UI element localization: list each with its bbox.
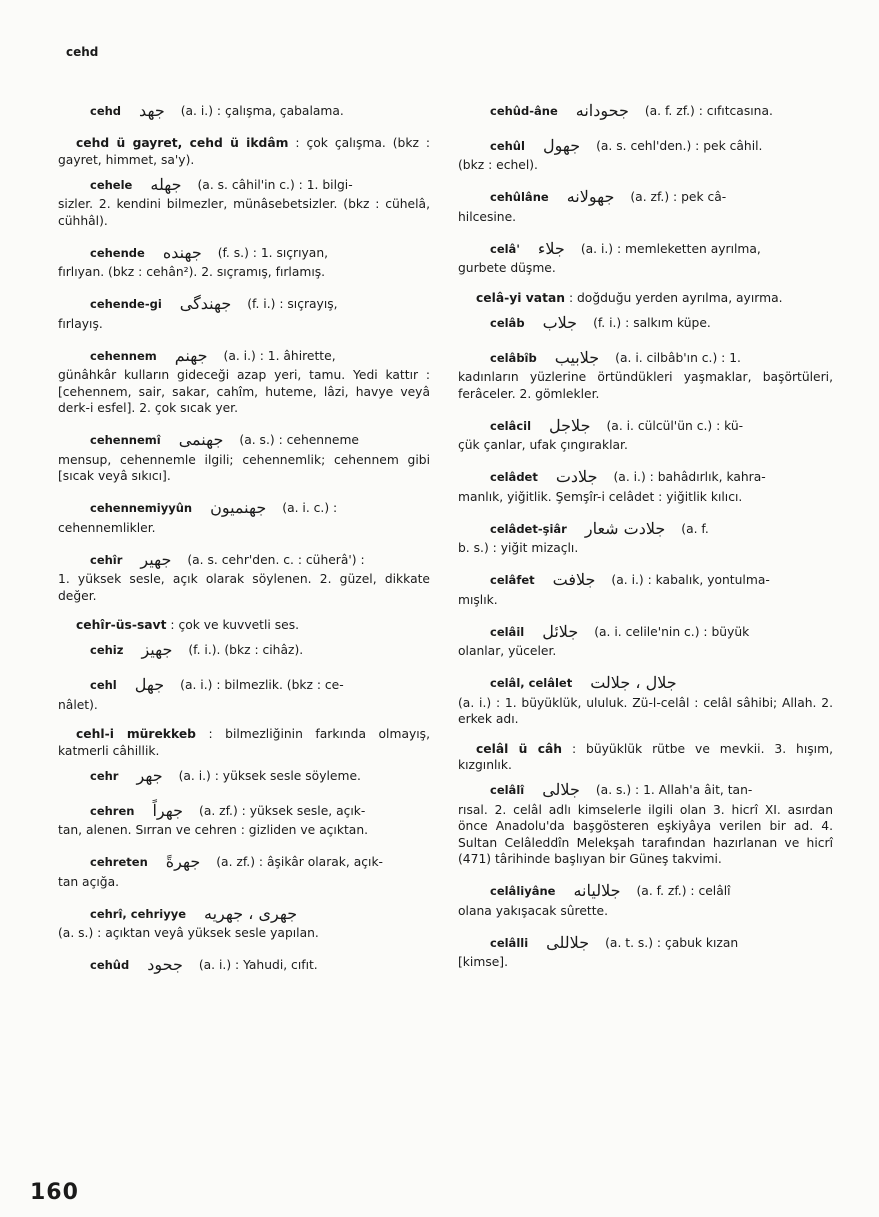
dictionary-entry xyxy=(58,100,430,122)
sub-entry xyxy=(458,741,833,774)
entry-head-line xyxy=(58,100,430,122)
arabic-script: جهد xyxy=(139,100,165,120)
headword: celâil xyxy=(490,624,525,639)
arabic-script: جهر xyxy=(136,765,163,785)
definition-start: (a. i.) : 1. âhirette, xyxy=(223,348,336,363)
definition-start: (a. i.) : bilmezlik. (bkz : ce- xyxy=(180,678,344,693)
headword: celâdet xyxy=(490,470,538,485)
dictionary-entry xyxy=(58,174,430,229)
arabic-script: جهرةً xyxy=(165,852,201,872)
definition-continuation: b. s.) : yiğit mizaçlı. xyxy=(458,541,579,555)
dictionary-entry xyxy=(58,800,430,839)
arabic-script: جلاليانه xyxy=(573,881,621,901)
definition-start: (a. i. cilbâb'ın c.) : 1. xyxy=(615,350,741,365)
left-column xyxy=(58,100,430,990)
definition-start: (a. t. s.) : çabuk kızan xyxy=(605,935,739,950)
definition-continuation: tan, alenen. Sırran ve cehren : gizliden ve açıktan. xyxy=(58,823,369,837)
entry-head-line xyxy=(458,932,833,954)
definition-continuation: fırlayış. xyxy=(58,316,103,331)
arabic-script: جهول xyxy=(542,135,581,155)
definition-start: (a. s.) : cehenneme xyxy=(239,433,359,448)
dictionary-entry xyxy=(58,955,430,977)
dictionary-entry xyxy=(58,242,430,281)
headword: cehende-gi xyxy=(90,297,162,312)
arabic-script: جهله xyxy=(150,174,182,194)
definition-start: (a. i.) : bahâdırlık, kahra- xyxy=(613,470,766,485)
sub-headword: cehd ü gayret, cehd ü ikdâm xyxy=(76,136,289,150)
headword: celâliyâne xyxy=(490,884,556,899)
arabic-script: جلاللی xyxy=(546,932,590,952)
headword: cehren xyxy=(90,803,135,818)
dictionary-entry xyxy=(58,675,430,714)
sub-headword: cehîr-üs-savt xyxy=(76,618,167,632)
sub-definition: : bilmezliğinin farkında olmayış, katmerli câhillik. xyxy=(58,727,430,758)
definition-start: (f. i.). (bkz : cihâz). xyxy=(188,643,304,658)
entry-head-line xyxy=(58,345,430,367)
sub-headword: celâl ü câh xyxy=(476,741,563,756)
headword: celâlli xyxy=(490,935,529,950)
dictionary-entry xyxy=(458,780,833,868)
definition-continuation: hilcesine. xyxy=(458,209,517,224)
headword: celâlî xyxy=(490,783,525,798)
definition-start: (a. s.) : 1. Allah'a âit, tan- xyxy=(595,783,753,798)
arabic-script: جلاب xyxy=(542,312,578,332)
entry-head-line xyxy=(58,800,430,822)
dictionary-entry xyxy=(458,621,833,660)
definition-continuation: tan açığa. xyxy=(58,874,120,889)
entry-head-line xyxy=(58,498,430,520)
definition-start: (a. i.) : çalışma, çabalama. xyxy=(180,103,344,118)
headword: cehele xyxy=(90,177,133,192)
definition-continuation: cehennemlikler. xyxy=(58,520,156,535)
sub-entry xyxy=(58,726,430,759)
definition-continuation: rısal. 2. celâl adlı kimselerle ilgili olan 3. hicrî XI. asırdan önce Anadolu'da başgösteren eşkiyâya verilen bir ad. 4. Sultan Celâleddîn Melekşah tarafından hazırlanan ve hicrî (471) târihinde başlıyan bir Güneş takvimi. xyxy=(458,802,833,866)
definition-start: (a. i.) : yüksek sesle söyleme. xyxy=(178,768,361,783)
arabic-script: جلاء xyxy=(537,238,565,258)
dictionary-entry xyxy=(458,518,833,557)
definition-continuation: sizler. 2. kendini bilmezler, münâsebetsizler. (bkz : cühelâ, cühhâl). xyxy=(58,197,430,228)
definition-continuation: olanlar, yüceler. xyxy=(458,644,557,658)
headword: celâfet xyxy=(490,573,535,588)
arabic-script: جلافت xyxy=(552,570,596,590)
headword: celâl, celâlet xyxy=(490,676,573,691)
dictionary-entry xyxy=(458,347,833,402)
dictionary-entry xyxy=(458,673,833,728)
dictionary-entry xyxy=(58,640,430,662)
sub-headword: cehl-i mürekkeb xyxy=(76,727,196,741)
entry-head-line xyxy=(458,312,833,334)
page-number: 160 xyxy=(30,1180,79,1205)
headword: cehennemiyyûn xyxy=(90,501,193,516)
entry-head-line xyxy=(58,430,430,452)
definition-start: (a. f. xyxy=(681,521,709,536)
dictionary-entry xyxy=(458,135,833,174)
entry-head-line xyxy=(58,852,430,874)
dictionary-entry xyxy=(458,415,833,454)
definition-continuation: çük çanlar, ufak çıngıraklar. xyxy=(458,438,628,452)
definition-continuation: mensup, cehennemle ilgili; cehennemlik; cehennem gibi [sıcak veyâ sıkıcı]. xyxy=(58,452,430,483)
dictionary-entry xyxy=(458,932,833,971)
definition-continuation: mışlık. xyxy=(458,592,498,607)
dictionary-entry xyxy=(58,430,430,485)
arabic-script: جهری ، جهریه xyxy=(204,903,298,923)
dictionary-entry xyxy=(458,312,833,334)
headword: celâbîb xyxy=(490,350,537,365)
definition-start: (a. f. zf.) : cıfıtcasına. xyxy=(644,103,773,118)
definition-continuation: (a. i.) : 1. büyüklük, ululuk. Zü-l-celâl : celâl sâhibi; Allah. 2. erkek adı. xyxy=(458,695,833,726)
dictionary-entry xyxy=(58,294,430,333)
sub-entry xyxy=(58,617,430,634)
headword: cehûl xyxy=(490,138,525,153)
entry-head-line xyxy=(458,347,833,369)
dictionary-entry xyxy=(58,345,430,417)
definition-start: (a. zf.) : pek câ- xyxy=(630,190,727,205)
arabic-script: جلائل xyxy=(542,621,579,641)
entry-head-line xyxy=(458,881,833,903)
sub-definition: : çok ve kuvvetli ses. xyxy=(170,618,300,632)
entry-head-line xyxy=(458,100,833,122)
sub-entry-text xyxy=(458,741,833,774)
headword: celâcil xyxy=(490,418,532,433)
arabic-script: جهنميون xyxy=(210,498,267,518)
sub-entry xyxy=(58,135,430,168)
arabic-script: جحود xyxy=(147,955,183,975)
headword: cehûlâne xyxy=(490,190,549,205)
arabic-script: جهنده xyxy=(162,242,202,262)
headword: cehîr xyxy=(90,552,123,567)
definition-start: (a. i. c.) : xyxy=(282,501,338,516)
headword: cehûd-âne xyxy=(490,103,558,118)
arabic-script: جهيز xyxy=(141,640,173,660)
definition-continuation: 1. yüksek sesle, açık olarak söylenen. 2. güzel, dikkate değer. xyxy=(58,572,430,603)
entry-head-line xyxy=(458,135,833,157)
sub-entry-text xyxy=(458,290,833,307)
definition-start: (a. s. cehl'den.) : pek câhil. xyxy=(596,138,763,153)
headword: cehiz xyxy=(90,643,124,658)
definition-start: (a. s. cehr'den. c. : cüherâ') : xyxy=(187,552,365,567)
headword: cehreten xyxy=(90,855,148,870)
definition-start: (a. f. zf.) : celâlî xyxy=(636,884,731,899)
sub-entry-text xyxy=(58,617,430,634)
entry-head-line xyxy=(58,955,430,977)
definition-start: (a. zf.) : âşikâr olarak, açık- xyxy=(216,855,383,870)
arabic-script: جهل xyxy=(134,675,165,695)
definition-start: (a. zf.) : yüksek sesle, açık- xyxy=(199,803,366,818)
definition-start: (a. i.) : memleketten ayrılma, xyxy=(580,241,761,256)
definition-start: (f. i.) : sıçrayış, xyxy=(247,297,338,312)
entry-head-line xyxy=(458,467,833,489)
definition-continuation: olana yakışacak sûrette. xyxy=(458,903,609,918)
entry-head-line xyxy=(58,640,430,662)
sub-headword: celâ-yi vatan xyxy=(476,290,566,305)
definition-continuation: nâlet). xyxy=(58,697,98,712)
entry-head-line xyxy=(458,621,833,643)
arabic-script: جلادت xyxy=(555,467,598,487)
headword: cehl xyxy=(90,678,117,693)
right-column xyxy=(458,100,833,984)
headword: cehrî, cehriyye xyxy=(90,906,186,921)
entry-head-line xyxy=(458,518,833,540)
arabic-script: جلاجل xyxy=(549,415,591,435)
definition-start: (a. i. cülcül'ün c.) : kü- xyxy=(606,418,744,433)
entry-head-line xyxy=(458,187,833,209)
headword: cehd xyxy=(90,103,122,118)
arabic-script: جهندگی xyxy=(179,294,232,314)
entry-head-line xyxy=(458,238,833,260)
definition-start: (a. i.) : Yahudi, cıfıt. xyxy=(198,958,318,973)
dictionary-entry xyxy=(58,498,430,537)
entry-head-line xyxy=(58,174,430,196)
definition-start: (f. i.) : salkım küpe. xyxy=(593,315,711,330)
arabic-script: جهولانه xyxy=(566,187,615,207)
entry-head-line xyxy=(58,675,430,697)
definition-continuation: günâhkâr kulların gideceği azap yeri, tamu. Yedi kattır : [cehennem, sair, sakar, cahîm, huteme, lâzi, havye veyâ derk-i esfel]. 2. çok sıcak yer. xyxy=(58,368,430,415)
arabic-script: جحودانه xyxy=(575,100,629,120)
definition-continuation: (bkz : echel). xyxy=(458,158,538,172)
headword: cehende xyxy=(90,245,145,260)
dictionary-entry xyxy=(458,187,833,226)
sub-definition: : doğduğu yerden ayrılma, ayırma. xyxy=(568,290,783,305)
entry-head-line xyxy=(58,242,430,264)
entry-head-line xyxy=(58,903,430,925)
entry-head-line xyxy=(458,415,833,437)
headword: cehennem xyxy=(90,348,157,363)
arabic-script: جلال ، جلالت xyxy=(590,673,677,693)
definition-start: (f. s.) : 1. sıçrıyan, xyxy=(217,245,329,260)
entry-head-line xyxy=(458,570,833,592)
headword: cehr xyxy=(90,768,119,783)
sub-definition: : büyüklük rütbe ve mevkii. 3. hışım, kızgınlık. xyxy=(458,741,833,772)
sub-definition: : çok çalışma. (bkz : gayret, himmet, sa'y). xyxy=(58,136,430,167)
definition-continuation: manlık, yiğitlik. Şemşîr-i celâdet : yiğitlik kılıcı. xyxy=(458,489,743,504)
entry-head-line xyxy=(458,780,833,802)
dictionary-entry xyxy=(458,570,833,609)
arabic-script: جهنمی xyxy=(178,430,224,450)
dictionary-entry xyxy=(58,903,430,942)
entry-head-line xyxy=(458,673,833,695)
headword: celâ' xyxy=(490,241,520,256)
arabic-script: جهير xyxy=(140,549,172,569)
sub-entry-text xyxy=(58,135,430,168)
entry-head-line xyxy=(58,549,430,571)
arabic-script: جهراً xyxy=(152,800,184,820)
arabic-script: جلالی xyxy=(542,780,580,800)
definition-start: (a. i. celile'nin c.) : büyük xyxy=(594,624,750,639)
headword: cehennemî xyxy=(90,433,161,448)
dictionary-entry xyxy=(458,467,833,506)
arabic-script: جهنم xyxy=(174,345,208,365)
headword: celâdet-şiâr xyxy=(490,521,567,536)
sub-entry xyxy=(458,290,833,307)
dictionary-entry xyxy=(458,238,833,277)
headword: celâb xyxy=(490,315,525,330)
definition-start: (a. i.) : kabalık, yontulma- xyxy=(611,573,770,588)
definition-continuation: gurbete düşme. xyxy=(458,261,556,275)
entry-head-line xyxy=(58,294,430,316)
definition-continuation: (a. s.) : açıktan veyâ yüksek sesle yapılan. xyxy=(58,926,319,940)
dictionary-entry xyxy=(58,549,430,604)
definition-continuation: [kimse]. xyxy=(458,955,508,969)
dictionary-entry xyxy=(58,852,430,891)
definition-continuation: kadınların yüzlerine örtündükleri yaşmaklar, başörtüleri, ferâceler. 2. gömlekler. xyxy=(458,370,833,401)
arabic-script: جلادت شعار xyxy=(584,518,666,538)
guide-word: cehd xyxy=(66,45,99,59)
entry-head-line xyxy=(58,765,430,787)
sub-entry-text xyxy=(58,726,430,759)
dictionary-entry xyxy=(458,881,833,920)
definition-start: (a. s. câhil'in c.) : 1. bilgi- xyxy=(197,177,353,192)
dictionary-entry xyxy=(58,765,430,787)
dictionary-entry xyxy=(458,100,833,122)
headword: cehûd xyxy=(90,958,130,973)
definition-continuation: fırlıyan. (bkz : cehân²). 2. sıçramış, fırlamış. xyxy=(58,265,326,279)
arabic-script: جلابيب xyxy=(554,347,600,367)
